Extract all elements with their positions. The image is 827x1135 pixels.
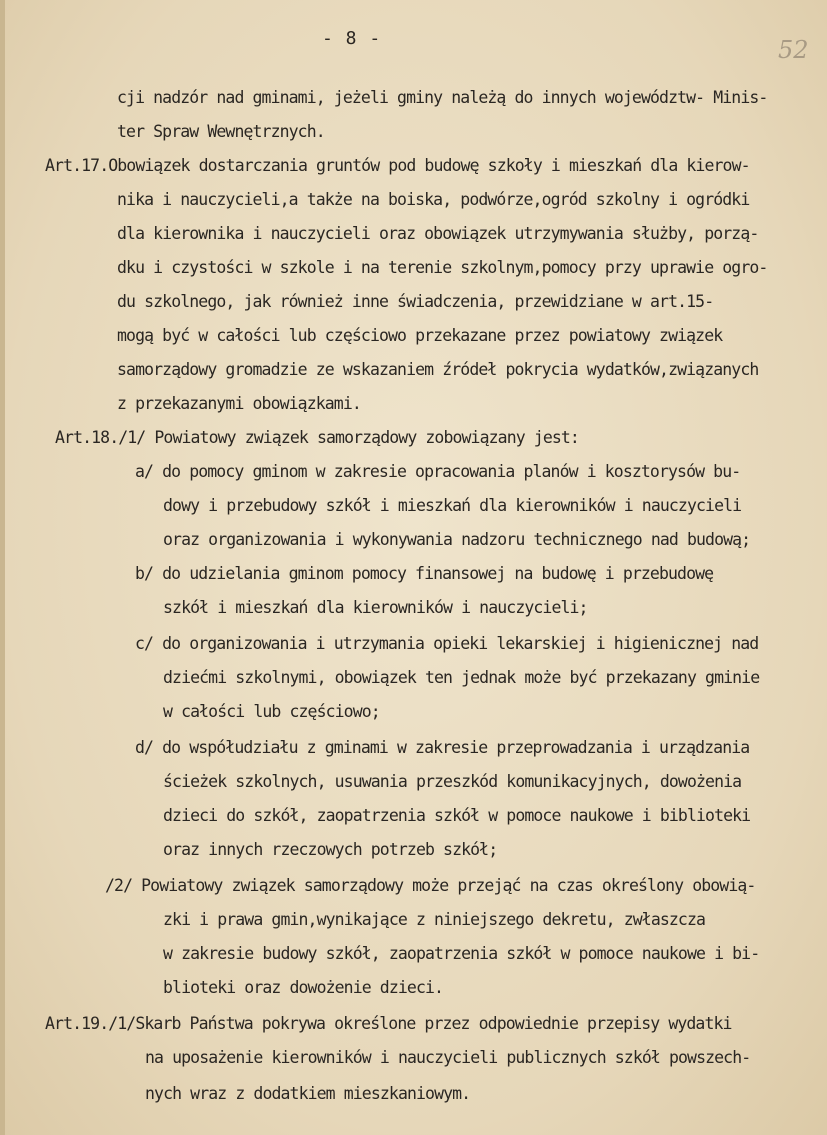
text-line: zki i prawa gmin,wynikające z niniejszego dekretu, zwłaszcza [163,910,706,929]
text-line: w całości lub częściowo; [163,702,380,721]
text-line: ter Spraw Wewnętrznych. [117,122,325,141]
pencil-folio-mark: 52 [778,36,809,64]
text-line: nika i nauczycieli,a także na boiska, podwórze,ogród szkolny i ogródki [117,190,750,209]
text-line: du szkolnego, jak również inne świadczenia, przewidziane w art.15- [117,292,714,311]
text-line: nych wraz z dodatkiem mieszkaniowym. [145,1084,471,1103]
item-d-line: d/ do współudziału z gminami w zakresie przeprowadzania i urządzania [135,738,750,757]
text-line: mogą być w całości lub częściowo przekazane przez powiatowy związek [117,326,723,345]
text-line: dziećmi szkolnymi, obowiązek ten jednak może być przekazany gminie [163,668,760,687]
text-line: w zakresie budowy szkół, zaopatrzenia szkół w pomoce naukowe i bi- [163,944,760,963]
text-line: dla kierownika i nauczycieli oraz obowiązek utrzymywania służby, porzą- [117,224,759,243]
item-a-line: a/ do pomocy gminom w zakresie opracowania planów i kosztorysów bu- [135,462,741,481]
page-number: - 8 - [322,28,382,49]
item-b-line: b/ do udzielania gminom pomocy finansowej na budowę i przebudowę [135,564,714,583]
paragraph-2-line: /2/ Powiatowy związek samorządowy może przejąć na czas określony obowią- [105,876,756,895]
text-line: dku i czystości w szkole i na terenie szkolnym,pomocy przy uprawie ogro- [117,258,768,277]
text-line: blioteki oraz dowożenie dzieci. [163,978,444,997]
text-line: cji nadzór nad gminami, jeżeli gminy należą do innych województw- Minis- [117,88,768,107]
text-line: ścieżek szkolnych, usuwania przeszkód komunikacyjnych, dowożenia [163,772,742,791]
text-line: na uposażenie kierowników i nauczycieli publicznych szkół powszech- [145,1048,751,1067]
page-edge [0,0,5,1135]
text-line: szkół i mieszkań dla kierowników i nauczycieli; [163,598,588,617]
article-18-heading-line: Art.18./1/ Powiatowy związek samorządowy zobowiązany jest: [55,428,579,447]
text-line: oraz organizowania i wykonywania nadzoru technicznego nad budową; [163,530,751,549]
article-17-heading-line: Art.17.Obowiązek dostarczania gruntów pod budowę szkoły i mieszkań dla kierow- [45,156,750,175]
text-line: dowy i przebudowy szkół i mieszkań dla kierowników i nauczycieli [163,496,742,515]
article-19-heading-line: Art.19./1/Skarb Państwa pokrywa określone przez odpowiednie przepisy wydatki [45,1014,732,1033]
text-line: oraz innych rzeczowych potrzeb szkół; [163,840,498,859]
text-line: z przekazanymi obowiązkami. [117,394,361,413]
text-line: dzieci do szkół, zaopatrzenia szkół w pomoce naukowe i biblioteki [163,806,751,825]
text-line: samorządowy gromadzie ze wskazaniem źródeł pokrycia wydatków,związanych [117,360,759,379]
item-c-line: c/ do organizowania i utrzymania opieki lekarskiej i higienicznej nad [135,634,759,653]
